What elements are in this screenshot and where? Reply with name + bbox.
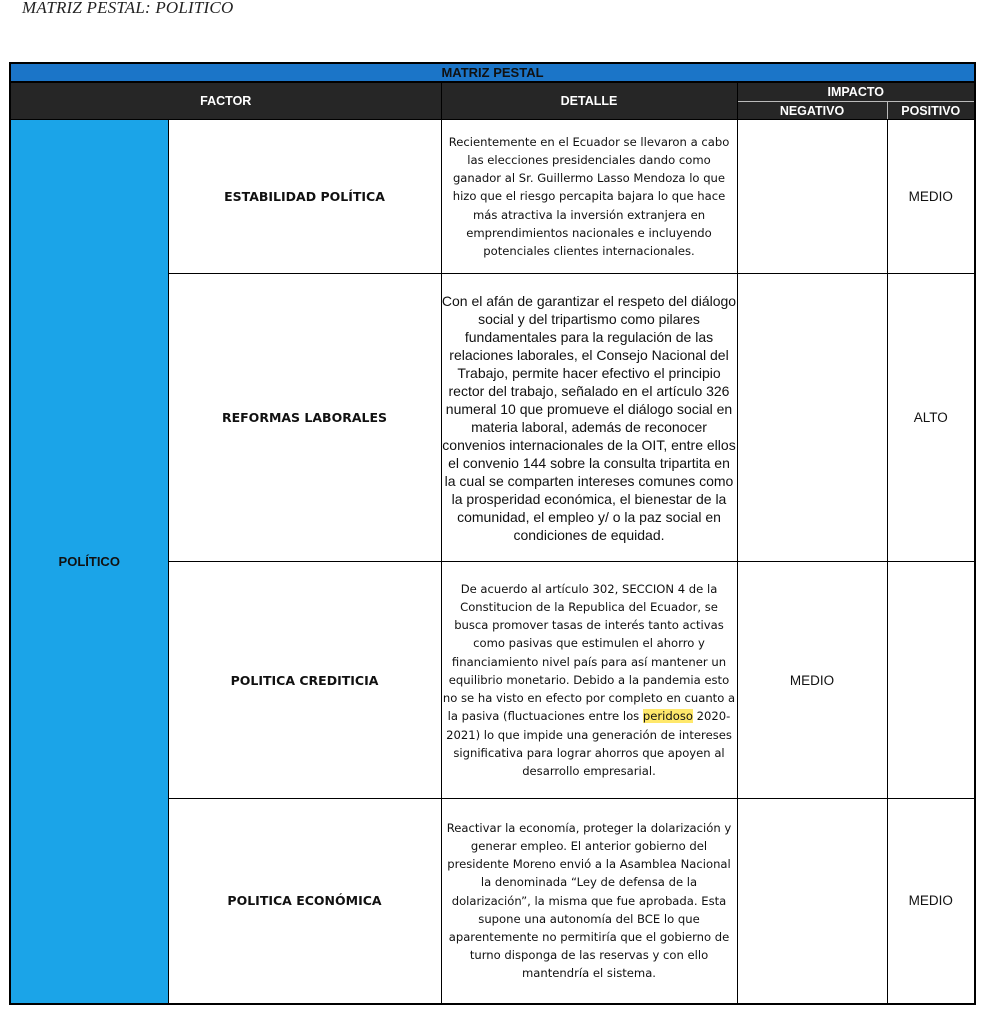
header-detalle: DETALLE [441,82,737,120]
detail-cell: Reactivar la economía, proteger la dolarización y generar empleo. El anterior gobierno del presidente Moreno envió a la Asamblea Nacional la denominada “Ley de defensa de la dolarización”, la misma que fue aprobada. Esta supone una autonomía del BCE lo que aparentemente no permitiría que el gobierno de turno disponga de las reservas y con ello mantendría el sistema. [441,799,737,1004]
factor-cell: ESTABILIDAD POLÍTICA [168,120,441,274]
factor-cell: REFORMAS LABORALES [168,274,441,562]
detail-text-pre: De acuerdo al artículo 302, SECCION 4 de la Constitucion de la Republica del Ecuador, se busca promover tasas de interés tanto activas como pasivas que estimulen el ahorro y financiamiento nivel país para así mantener un equilibrio monetario. Debido a la pandemia esto no se ha visto en efecto por completo en cuanto a la pasiva (fluctuaciones entre los [442,581,736,724]
header-impacto: IMPACTO [737,82,975,102]
impact-negativo-cell [737,120,887,274]
factor-cell: POLITICA CREDITICIA [168,562,441,799]
impact-positivo-cell [887,562,975,799]
pestal-matrix-table [9,62,976,1005]
impact-negativo-cell [737,274,887,562]
detail-cell [441,562,737,799]
matrix-title-row [10,63,975,82]
category-cell: POLÍTICO [10,120,168,1004]
table-row [10,120,975,274]
page-caption: MATRIZ PESTAL: POLITICO [22,0,234,17]
impact-negativo-cell [737,799,887,1004]
impact-positivo-cell: MEDIO [887,799,975,1004]
impact-positivo-cell: MEDIO [887,120,975,274]
header-row [10,82,975,102]
detail-text-post: 2020-2021) lo que impide una generación de intereses significativa para lograr ahorros que apoyen al desarrollo empresarial. [446,709,732,778]
detail-cell: Recientemente en el Ecuador se llevaron a cabo las elecciones presidenciales dando como ganador al Sr. Guillermo Lasso Mendoza lo que hizo que el riesgo percapita bajara lo que hace más atractiva la inversión extranjera en emprendimientos nacionales e incluyendo potenciales clientes internacionales. [441,120,737,274]
header-positivo: POSITIVO [887,102,975,120]
detail-cell: Con el afán de garantizar el respeto del diálogo social y del tripartismo como pilares fundamentales para la regulación de las relaciones laborales, el Consejo Nacional del Trabajo, permite hacer efectivo el principio rector del trabajo, señalado en el artículo 326 numeral 10 que promueve el diálogo social en materia laboral, además de reconocer convenios internacionales de la OIT, entre ellos el convenio 144 sobre la consulta tripartita en la cual se comparten intereses comunes como la prosperidad económica, el bienestar de la comunidad, el empleo y/ o la paz social en condiciones de equidad. [441,274,737,562]
factor-cell: POLITICA ECONÓMICA [168,799,441,1004]
header-negativo: NEGATIVO [737,102,887,120]
header-factor: FACTOR [10,82,441,120]
impact-positivo-cell: ALTO [887,274,975,562]
matrix-title: MATRIZ PESTAL [10,63,975,82]
highlighted-word: peridoso [642,709,693,724]
impact-negativo-cell: MEDIO [737,562,887,799]
